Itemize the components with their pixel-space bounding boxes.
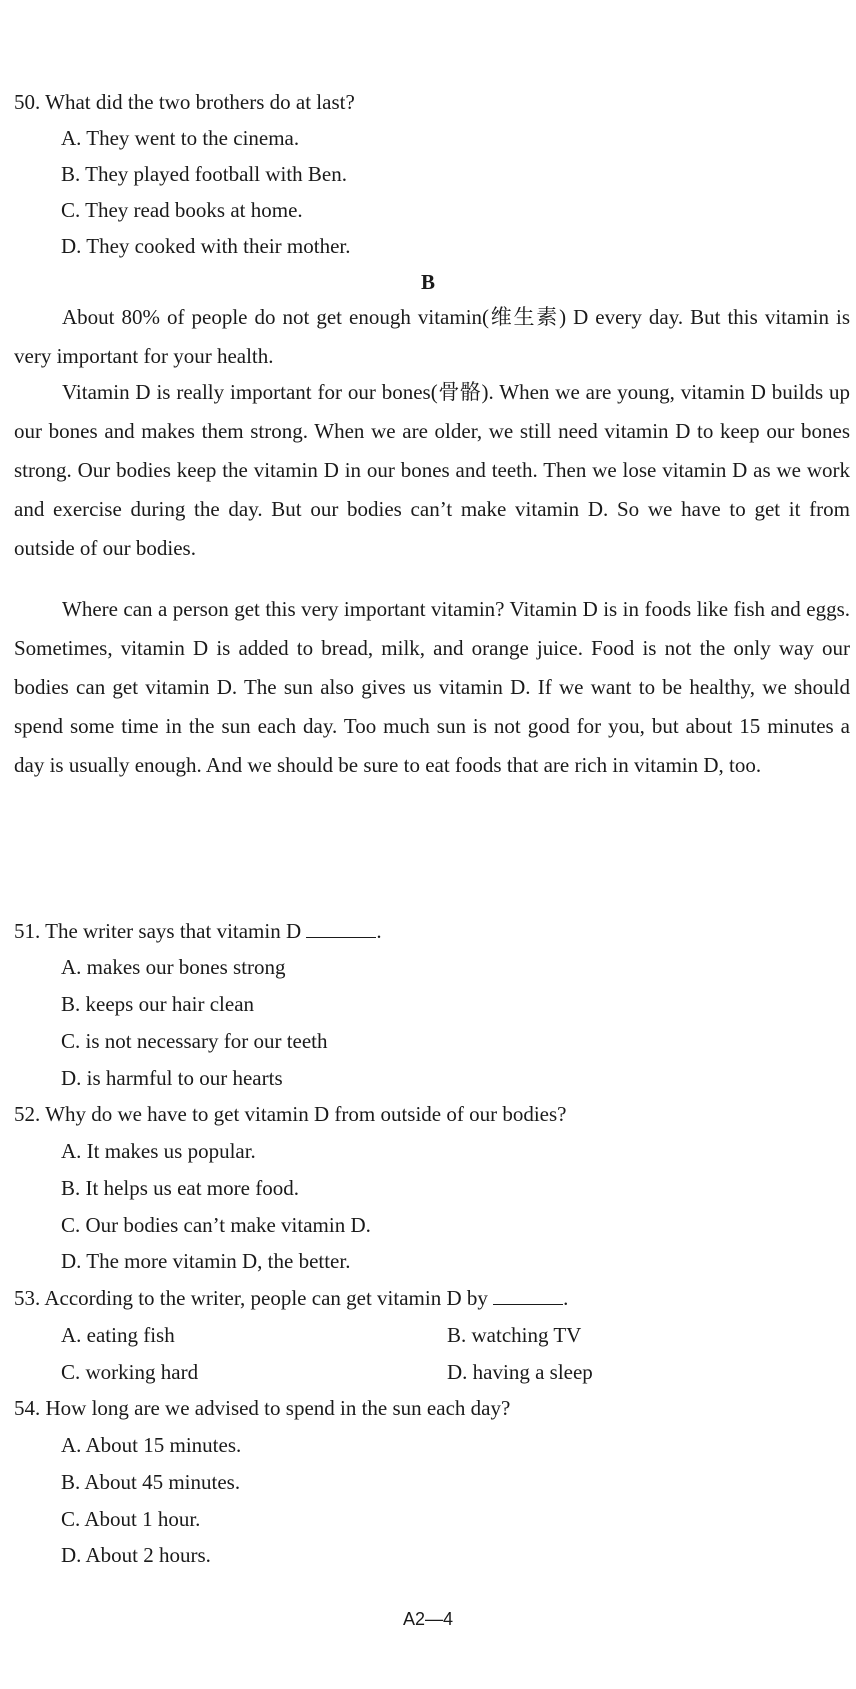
question-53-option-c: C. working hard [61, 1360, 199, 1384]
answer-blank [493, 1286, 563, 1305]
question-54-stem: 54. How long are we advised to spend in the sun each day? [14, 1396, 511, 1420]
question-51-stem-end: . [376, 919, 382, 943]
question-50-option-b: B. They played football with Ben. [61, 162, 347, 186]
question-52-option-c: C. Our bodies can’t make vitamin D. [61, 1213, 371, 1237]
question-51-option-c: C. is not necessary for our teeth [61, 1029, 328, 1053]
question-53-stem-end: . [563, 1286, 569, 1310]
question-52-option-b: B. It helps us eat more food. [61, 1176, 299, 1200]
question-51-option-d: D. is harmful to our hearts [61, 1066, 283, 1090]
question-50-option-d: D. They cooked with their mother. [61, 234, 351, 258]
question-52-stem: 52. Why do we have to get vitamin D from outside of our bodies? [14, 1102, 567, 1126]
section-b-title: B [420, 270, 435, 294]
passage-paragraph-2 [14, 373, 850, 568]
page-number: A2—4 [402, 1609, 454, 1629]
question-54-option-c: C. About 1 hour. [61, 1507, 201, 1531]
question-51-option-b: B. keeps our hair clean [61, 992, 255, 1016]
question-53-stem [14, 1284, 568, 1312]
passage-paragraph-1 [14, 298, 850, 376]
question-50-stem: 50. What did the two brothers do at last? [14, 90, 355, 114]
passage-paragraph-3 [14, 590, 850, 785]
passage-paragraph-3-text: Where can a person get this very important vitamin? Vitamin D is in foods like fish and eggs. Sometimes, vitamin D is added to bread, milk, and orange juice. Food is not the only way our bodies can get vitamin D. The sun also gives us vitamin D. If we want to be healthy, we should spend some time in the sun each day. Too much sun is not good for you, but about 15 minutes a day is usually enough. And we should be sure to eat foods that are rich in vitamin D, too. [14, 597, 850, 777]
passage-paragraph-2-text: Vitamin D is really important for our bones(骨骼). When we are young, vitamin D builds up our bones and makes them strong. When we are older, we still need vitamin D to keep our bones strong. Our bodies keep the vitamin D in our bones and teeth. Then we lose vitamin D as we work and exercise during the day. But our bodies can’t make vitamin D. So we have to get it from outside of our bodies. [14, 380, 850, 560]
question-53-option-a: A. eating fish [61, 1323, 175, 1347]
question-54-option-b: B. About 45 minutes. [61, 1470, 241, 1494]
question-53-option-d: D. having a sleep [447, 1360, 593, 1384]
question-53-stem-text: 53. According to the writer, people can get vitamin D by [14, 1286, 488, 1310]
question-54-option-d: D. About 2 hours. [61, 1543, 211, 1567]
question-50-option-c: C. They read books at home. [61, 198, 303, 222]
question-53-option-b: B. watching TV [447, 1323, 582, 1347]
question-54-option-a: A. About 15 minutes. [61, 1433, 242, 1457]
question-52-option-d: D. The more vitamin D, the better. [61, 1249, 351, 1273]
question-51-stem [14, 917, 382, 945]
question-51-option-a: A. makes our bones strong [61, 955, 286, 979]
question-51-stem-text: 51. The writer says that vitamin D [14, 919, 302, 943]
answer-blank [306, 919, 376, 938]
passage-paragraph-1-text: About 80% of people do not get enough vitamin(维生素) D every day. But this vitamin is very important for your health. [14, 305, 850, 368]
question-52-option-a: A. It makes us popular. [61, 1139, 256, 1163]
question-50-option-a: A. They went to the cinema. [61, 126, 300, 150]
